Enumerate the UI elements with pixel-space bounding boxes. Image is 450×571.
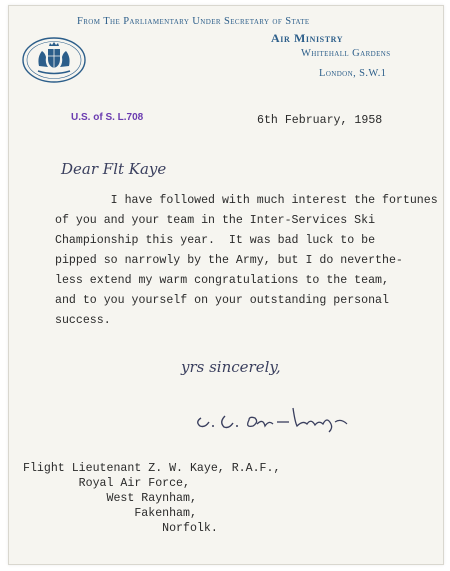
body-line: Championship this year. It was bad luck to be xyxy=(55,234,376,247)
letterhead-from-line: From The Parliamentary Under Secretary of State xyxy=(77,16,310,27)
body-line: success. xyxy=(55,314,111,327)
body-line: and to you yourself on your outstanding personal xyxy=(55,294,389,307)
address-line: Fakenham, xyxy=(23,507,197,520)
royal-coat-of-arms-icon xyxy=(21,35,87,85)
letter-page xyxy=(8,5,444,565)
letterhead-address-city: London, S.W.1 xyxy=(319,68,387,79)
body-line: pipped so narrowly by the Army, but I do neverthe- xyxy=(55,254,403,267)
address-line: West Raynham, xyxy=(23,492,197,505)
salutation: Dear Flt Kaye xyxy=(61,160,167,178)
recipient-address xyxy=(23,461,280,536)
body-line: of you and your team in the Inter-Services Ski xyxy=(55,214,376,227)
body-line: I have followed with much interest the fortunes xyxy=(55,194,438,207)
address-line: Flight Lieutenant Z. W. Kaye, R.A.F., xyxy=(23,462,281,475)
letterhead-ministry: Air Ministry xyxy=(271,31,344,45)
letter-body xyxy=(55,191,438,331)
handwritten-signature xyxy=(191,400,361,434)
address-line: Royal Air Force, xyxy=(23,477,190,490)
address-line: Norfolk. xyxy=(23,522,218,535)
reference-number: U.S. of S. L.708 xyxy=(71,112,144,123)
closing: yrs sincerely, xyxy=(181,358,281,376)
letterhead-address-street: Whitehall Gardens xyxy=(301,48,391,59)
body-line: less extend my warm congratulations to the team, xyxy=(55,274,389,287)
letter-date: 6th February, 1958 xyxy=(257,114,383,127)
